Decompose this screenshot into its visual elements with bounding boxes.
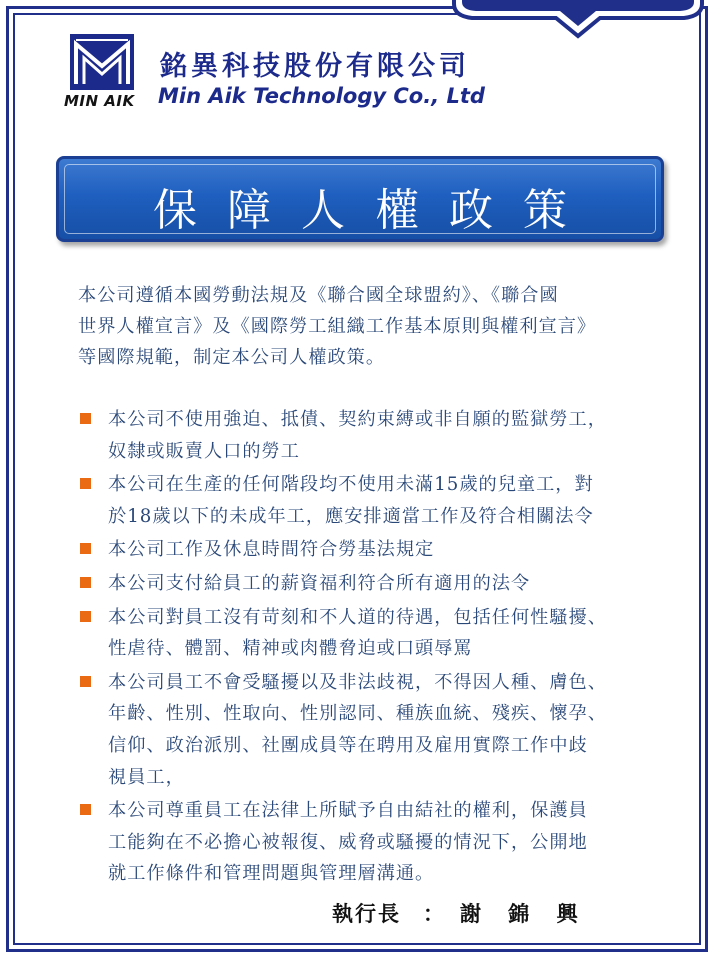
logo-caption: MIN AIK bbox=[64, 92, 135, 110]
policy-item-line: 年齡、性別、性取向、性別認同、種族血統、殘疾、懷孕、 bbox=[108, 703, 607, 725]
policy-item-child-labor bbox=[78, 469, 678, 532]
top-ribbon-decoration bbox=[452, 0, 704, 40]
square-bullet-icon bbox=[80, 413, 91, 424]
intro-line: 本公司遵循本國勞動法規及《聯合國全球盟約》、《聯合國 bbox=[78, 285, 559, 306]
policy-item-line: 本公司員工不會受騷擾以及非法歧視，不得因人種、膚色、 bbox=[108, 671, 607, 693]
company-name-english: Min Aik Technology Co., Ltd bbox=[158, 84, 485, 108]
square-bullet-icon bbox=[80, 611, 91, 622]
title-banner bbox=[56, 156, 664, 242]
policy-item-line: 本公司支付給員工的薪資福利符合所有適用的法令 bbox=[108, 572, 531, 594]
policy-item-non-discrimination bbox=[78, 667, 678, 793]
policy-item-wages bbox=[78, 568, 678, 600]
policy-item-line: 本公司不使用強迫、抵債、契約束縛或非自願的監獄勞工， bbox=[108, 409, 607, 430]
intro-paragraph bbox=[78, 280, 668, 373]
signature-line bbox=[332, 898, 588, 928]
signature-role: 執行長 bbox=[332, 901, 401, 926]
policy-item-line: 視員工， bbox=[108, 766, 185, 788]
signature-colon: ： bbox=[423, 901, 446, 926]
policy-item-line: 奴隸或販賣人口的勞工 bbox=[108, 440, 300, 462]
policy-item-line: 就工作條件和管理問題與管理層溝通。 bbox=[108, 863, 435, 885]
company-name-chinese: 銘異科技股份有限公司 bbox=[160, 51, 470, 82]
policy-item-line: 本公司工作及休息時間符合勞基法規定 bbox=[108, 539, 435, 561]
policy-item-line: 信仰、政治派別、社團成員等在聘用及雇用實際工作中歧 bbox=[108, 734, 588, 756]
company-logo-icon bbox=[70, 34, 134, 90]
policy-item-line: 於18歲以下的未成年工，應安排適當工作及符合相關法令 bbox=[108, 505, 594, 527]
square-bullet-icon bbox=[80, 478, 91, 489]
policy-item-humane-treatment bbox=[78, 602, 678, 665]
policy-item-line: 本公司在生產的任何階段均不使用未滿15歲的兒童工，對 bbox=[108, 474, 594, 496]
square-bullet-icon bbox=[80, 543, 91, 554]
square-bullet-icon bbox=[80, 676, 91, 687]
policy-item-forced-labor bbox=[78, 404, 678, 467]
policy-item-line: 本公司尊重員工在法律上所賦予自由結社的權利，保護員 bbox=[108, 800, 588, 822]
intro-line: 等國際規範，制定本公司人權政策。 bbox=[78, 347, 386, 368]
policy-item-line: 性虐待、體罰、精神或肉體脅迫或口頭辱罵 bbox=[108, 638, 473, 660]
square-bullet-icon bbox=[80, 804, 91, 815]
signature-name: 謝 錦 興 bbox=[460, 901, 588, 926]
policy-item-freedom-of-association bbox=[78, 795, 678, 890]
policy-item-line: 工能夠在不必擔心被報復、威脅或騷擾的情況下，公開地 bbox=[108, 831, 588, 853]
policy-item-working-hours bbox=[78, 534, 678, 566]
policy-item-line: 本公司對員工沒有苛刻和不人道的待遇，包括任何性騷擾、 bbox=[108, 606, 607, 628]
square-bullet-icon bbox=[80, 577, 91, 588]
policy-list bbox=[78, 404, 678, 892]
page-title: 保障人權政策 bbox=[153, 185, 597, 236]
intro-line: 世界人權宣言》及《國際勞工組織工作基本原則與權利宣言》 bbox=[78, 316, 597, 337]
